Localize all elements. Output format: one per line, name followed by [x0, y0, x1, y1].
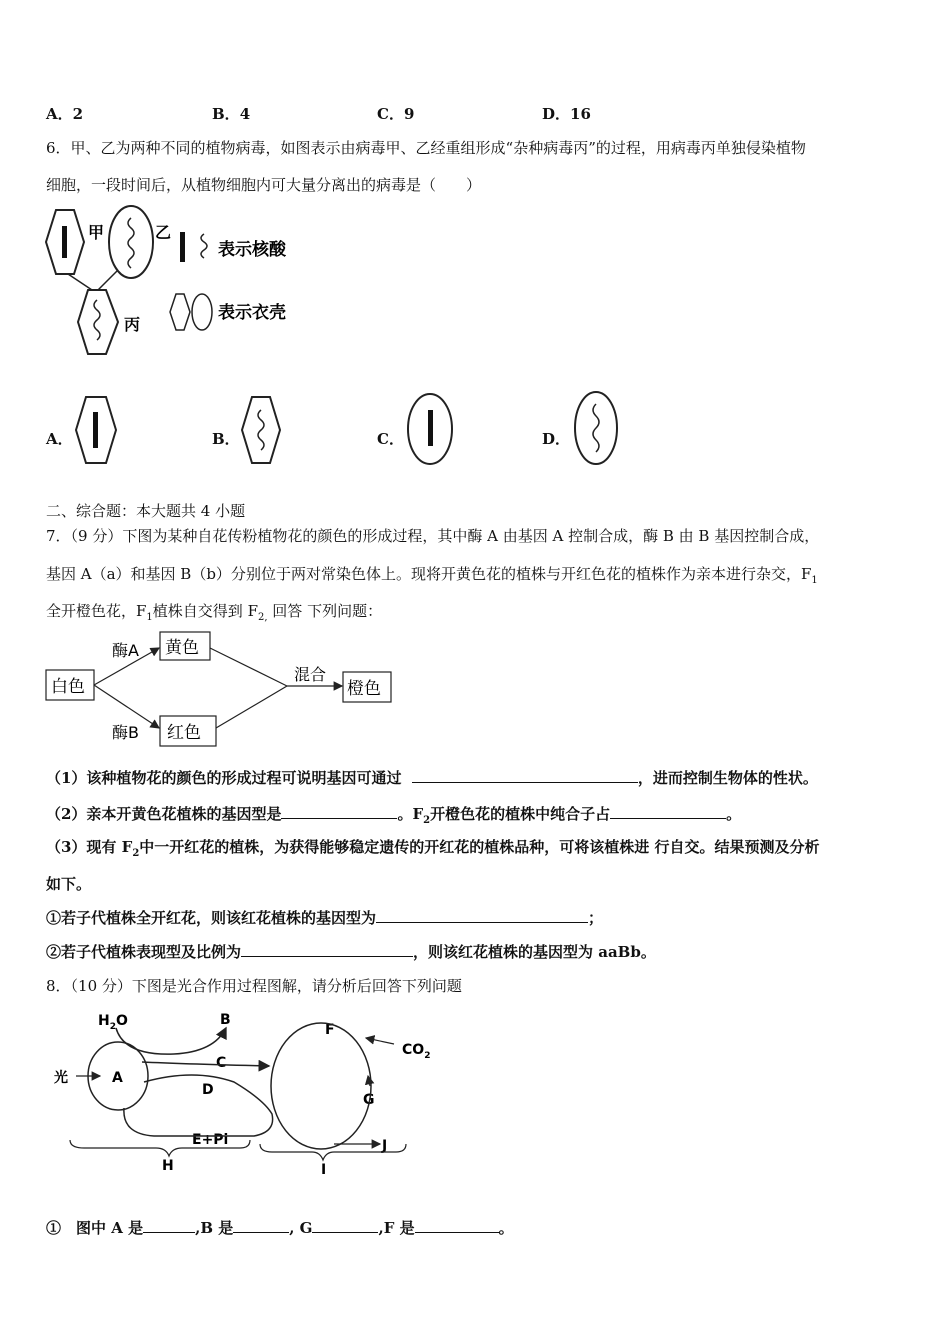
q8-q-d: ,F 是	[378, 1219, 415, 1237]
line-yellow-mix	[210, 648, 287, 686]
option-value: 2	[72, 105, 84, 123]
arrow-white-red	[94, 685, 159, 728]
answer-blank-a[interactable]	[143, 1218, 195, 1233]
q6-option-a-label: A．	[46, 430, 73, 448]
label-g: G	[363, 1092, 375, 1108]
wave-nucleic-icon	[258, 410, 264, 450]
q6-option-b-virus	[238, 394, 286, 466]
q6-option-c-virus	[404, 390, 456, 468]
label-a: A	[112, 1070, 123, 1086]
q5-option-b	[212, 103, 250, 124]
q7-sub2-d: 。	[726, 805, 742, 823]
arrow-a-c	[142, 1062, 269, 1066]
q7-stem-line3	[46, 600, 382, 623]
option-value: 9	[403, 105, 415, 123]
legend-wave-icon	[201, 234, 207, 258]
label-epi: E+Pi	[192, 1132, 229, 1148]
q7-sub3-line2: 如下。	[46, 875, 92, 893]
q6-option-c-label: C．	[377, 430, 404, 448]
q7-item2	[46, 941, 656, 962]
legend-bar-icon	[180, 232, 185, 262]
q6-option-d-virus	[570, 388, 622, 468]
sub-1: 1	[146, 612, 153, 623]
q6-stem-line1: 6．甲、乙为两种不同的植物病毒，如图表示由病毒甲、乙经重组形成“杂种病毒丙”的过程，用病毒丙单独侵染植物	[46, 139, 806, 157]
option-letter: C．	[377, 105, 404, 123]
q7-item2-a: ②若子代植株表现型及比例为	[46, 943, 242, 961]
option-letter: D．	[542, 105, 571, 123]
q8-q-a: ① 图中 A 是	[46, 1219, 144, 1237]
virus-yi-nucleic	[128, 218, 134, 268]
label-f: F	[325, 1022, 335, 1038]
answer-blank-5[interactable]	[241, 942, 413, 957]
wave-nucleic-icon	[593, 404, 599, 452]
label-b: B	[220, 1012, 231, 1028]
q7-sub1	[46, 767, 818, 788]
label-light: 光	[54, 1070, 68, 1086]
answer-blank-4[interactable]	[376, 908, 588, 923]
legend-ellipse-icon	[192, 294, 212, 330]
label-jia: 甲	[88, 223, 105, 242]
q6-option-b-label: B．	[212, 430, 240, 448]
q7-stem-line1: 7．（9 分）下图为某种自花传粉植物花的颜色的形成过程，其中酶 A 由基因 A 控制合成，酶 B 由 B 基因控制合成，	[46, 527, 820, 545]
label-j: J	[382, 1138, 388, 1154]
arrow-h2o-b	[116, 1028, 226, 1054]
q7-item1-a: ①若子代植株全开红花，则该红花植株的基因型为	[46, 909, 377, 927]
q7-stem-line3-a: 全开橙色花，F	[46, 602, 147, 620]
q6-virus-diagram	[44, 200, 304, 360]
q6-option-d-label: D．	[542, 430, 571, 448]
q8-question-1	[46, 1217, 514, 1238]
answer-blank-3[interactable]	[610, 804, 726, 819]
label-yi: 乙	[155, 223, 172, 242]
label-co2: $CO_2$	[402, 1042, 431, 1061]
label-i: I	[321, 1162, 327, 1178]
q7-sub3	[46, 836, 820, 859]
q7-sub2-a: （2）亲本开黄色花植株的基因型是	[46, 805, 282, 823]
virus-bing-nucleic	[94, 300, 100, 340]
legend-nucleic: 表示核酸	[218, 240, 286, 260]
q7-item1	[46, 907, 603, 928]
q7-item1-b: ；	[588, 909, 604, 927]
option-letter: B．	[212, 105, 240, 123]
label-enzyme-a: 酶A	[112, 641, 139, 660]
q7-sub2-c: 开橙色花的植株中纯合子占	[430, 805, 611, 823]
q8-photosynthesis-diagram	[44, 1004, 444, 1180]
arrow-g	[368, 1076, 370, 1086]
bar-nucleic-icon	[428, 410, 433, 446]
q5-option-a	[46, 103, 83, 124]
label-d: D	[202, 1082, 214, 1098]
option-letter: A．	[46, 105, 73, 123]
q7-stem-line3-c: 回答 下列问题：	[267, 602, 383, 620]
answer-blank-g[interactable]	[312, 1218, 378, 1233]
label-h2o: $H_2O$	[98, 1013, 128, 1032]
label-orange: 橙色	[347, 679, 381, 699]
answer-blank-1[interactable]	[412, 768, 638, 783]
virus-bing-shell	[78, 290, 118, 354]
q8-q-c: , G	[289, 1219, 313, 1237]
d-epi-loop	[124, 1075, 273, 1136]
q6-stem-line2: 细胞，一段时间后，从植物细胞内可大量分离出的病毒是（ ）	[46, 176, 482, 194]
q6-option-a-virus	[72, 394, 122, 466]
q7-sub2	[46, 803, 741, 826]
sub-2: 2,	[257, 612, 268, 623]
sub-2: 2	[423, 815, 431, 826]
answer-blank-2[interactable]	[281, 804, 397, 819]
answer-blank-b[interactable]	[233, 1218, 289, 1233]
virus-jia-nucleic	[62, 226, 67, 258]
label-enzyme-b: 酶B	[112, 723, 139, 742]
legend-shell: 表示衣壳	[218, 303, 286, 323]
bar-nucleic-icon	[93, 412, 98, 448]
arrow-jia-bing	[68, 274, 92, 290]
section2-title: 二、综合题：本大题共 4 小题	[46, 502, 246, 520]
label-white: 白色	[51, 677, 85, 697]
label-h: H	[162, 1158, 174, 1174]
q7-sub1-b: ，进而控制生物体的性状。	[637, 769, 818, 787]
q7-stem-line2-text: 基因 A（a）和基因 B（b）分别位于两对常染色体上。现将开黄色花的植株与开红色花的植株作为亲本进行杂交，F	[46, 565, 812, 583]
calvin-cycle	[271, 1023, 371, 1149]
arrow-co2-f	[366, 1038, 394, 1044]
q7-stem-line2	[46, 563, 818, 586]
sub-2: 2	[132, 848, 140, 859]
q7-stem-line3-b: 植株自交得到 F	[152, 602, 258, 620]
q8-stem: 8．（10 分）下图是光合作用过程图解，请分析后回答下列问题	[46, 977, 462, 995]
q5-option-c	[377, 103, 414, 124]
answer-blank-f[interactable]	[415, 1218, 499, 1233]
label-c: C	[216, 1055, 227, 1071]
q8-q-e: 。	[498, 1219, 514, 1237]
q7-color-flow-diagram	[44, 628, 404, 752]
option-value: 16	[570, 105, 591, 123]
q7-sub3-b: 中一开红花的植株，为获得能够稳定遗传的开红花的植株品种，可将该植株进 行自交。结果预测及分析	[139, 838, 820, 856]
q5-option-d	[542, 103, 591, 124]
q7-sub3-a: （3）现有 F	[46, 838, 133, 856]
label-red: 红色	[167, 723, 201, 743]
option-value: 4	[239, 105, 251, 123]
q7-item2-b: ，则该红花植株的基因型为 aaBb。	[413, 943, 656, 961]
line-red-mix	[216, 686, 287, 728]
q8-q-b: ,B 是	[195, 1219, 234, 1237]
label-bing: 丙	[124, 315, 141, 334]
q7-sub1-a: （1）该种植物花的颜色的形成过程可说明基因可通过	[46, 769, 402, 787]
sub-1: 1	[811, 575, 818, 586]
label-mix: 混合	[294, 665, 327, 684]
arrow-yi-bing	[98, 270, 118, 290]
q7-sub2-b: 。F	[397, 805, 424, 823]
label-yellow: 黄色	[165, 638, 199, 658]
legend-hexagon-icon	[170, 294, 190, 330]
